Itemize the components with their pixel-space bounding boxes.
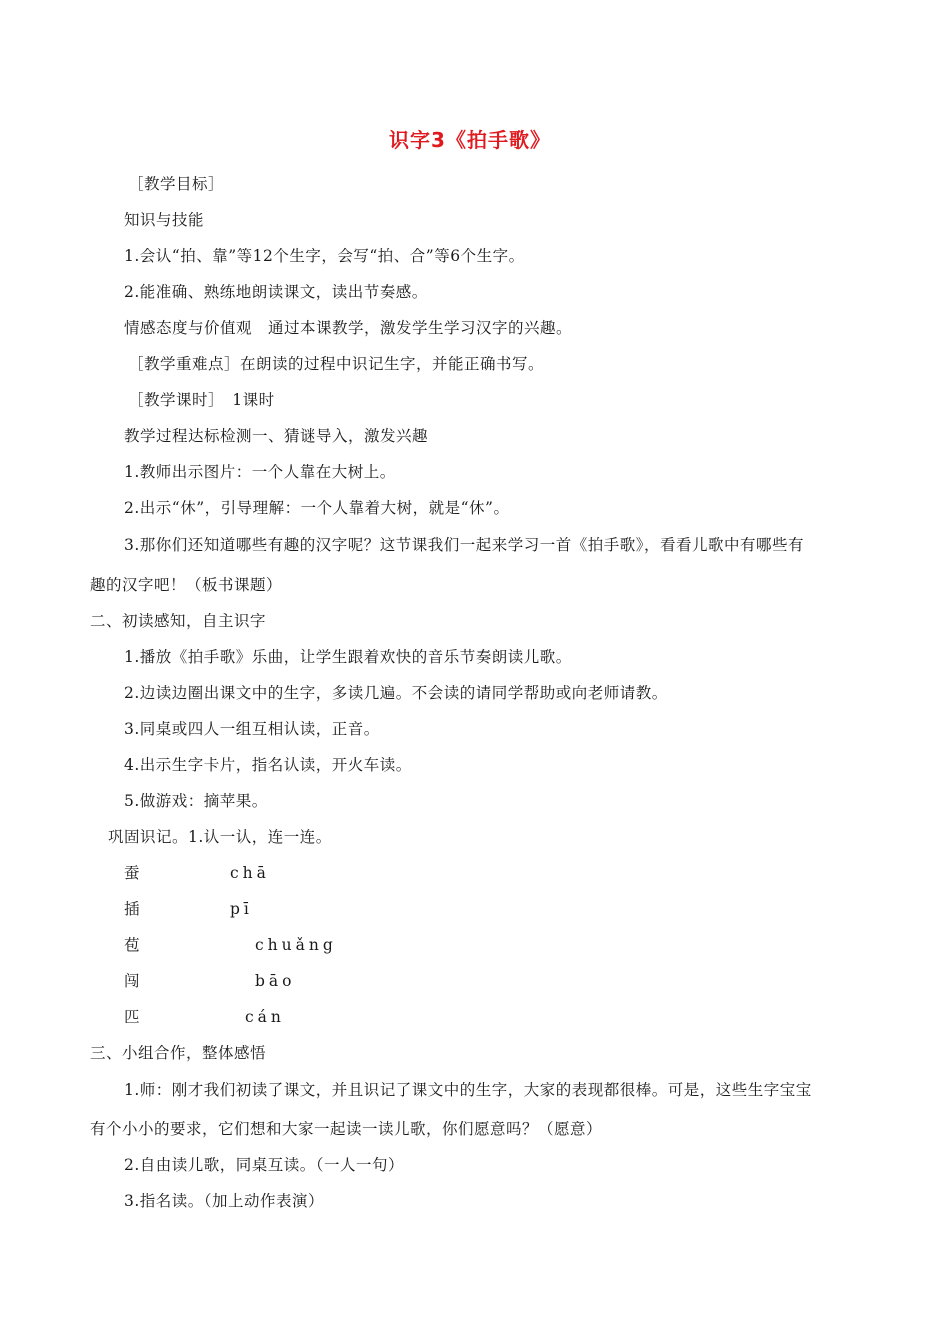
consolidation-heading: 巩固识记。1.认一认，连一连。 [108,828,332,846]
section-heading-objectives: ［教学目标］ [128,175,225,193]
process-item: 2.出示“休”，引导理解：一个人靠着大树，就是“休”。 [124,499,510,517]
matching-char: 苞 [124,936,141,954]
section-heading-group: 三、小组合作，整体感悟 [90,1044,267,1062]
group-item: 1.师：刚才我们初读了课文，并且识记了课文中的生字，大家的表现都很棒。可是，这些生字宝宝 [124,1081,812,1099]
reading-item: 5.做游戏：摘苹果。 [124,792,268,810]
matching-pinyin: chā [230,864,270,882]
subheading-knowledge: 知识与技能 [124,211,205,229]
group-item-continued: 有个小小的要求，它们想和大家一起读一读儿歌，你们愿意吗？（愿意） [90,1120,603,1138]
group-item: 2.自由读儿歌，同桌互读。（一人一句） [124,1156,405,1174]
objective-emotion: 情感态度与价值观 通过本课教学，激发学生学习汉字的兴趣。 [124,319,573,337]
objective-item: 1.会认“拍、靠”等12个生字，会写“拍、合”等6个生字。 [124,247,525,265]
matching-pinyin: chuǎng [255,936,337,954]
matching-pinyin: pī [230,900,253,918]
matching-pinyin: bāo [255,972,296,990]
section-heading-process: 教学过程达标检测一、猜谜导入，激发兴趣 [124,427,429,445]
section-heading-reading: 二、初读感知，自主识字 [90,612,267,630]
reading-item: 4.出示生字卡片，指名认读，开火车读。 [124,756,412,774]
group-item: 3.指名读。（加上动作表演） [124,1192,325,1210]
process-item: 3.那你们还知道哪些有趣的汉字呢？这节课我们一起来学习一首《拍手歌》，看看儿歌中有哪些有 [124,536,805,554]
matching-char: 闯 [124,972,141,990]
matching-char: 匹 [124,1008,141,1026]
reading-item: 1.播放《拍手歌》乐曲，让学生跟着欢快的音乐节奏朗读儿歌。 [124,648,572,666]
reading-item: 2.边读边圈出课文中的生字，多读几遍。不会读的请同学帮助或向老师请教。 [124,684,668,702]
class-hours: ［教学课时］ 1课时 [128,391,275,409]
key-difficulties: ［教学重难点］在朗读的过程中识记生字，并能正确书写。 [128,355,545,373]
matching-char: 插 [124,900,141,918]
process-item: 1.教师出示图片：一个人靠在大树上。 [124,463,396,481]
process-item-continued: 趣的汉字吧！（板书课题） [90,576,283,594]
document-title: 识字3《拍手歌》 [389,128,551,152]
matching-char: 蚕 [124,864,141,882]
objective-item: 2.能准确、熟练地朗读课文，读出节奏感。 [124,283,428,301]
matching-pinyin: cán [245,1008,285,1026]
reading-item: 3.同桌或四人一组互相认读，正音。 [124,720,380,738]
